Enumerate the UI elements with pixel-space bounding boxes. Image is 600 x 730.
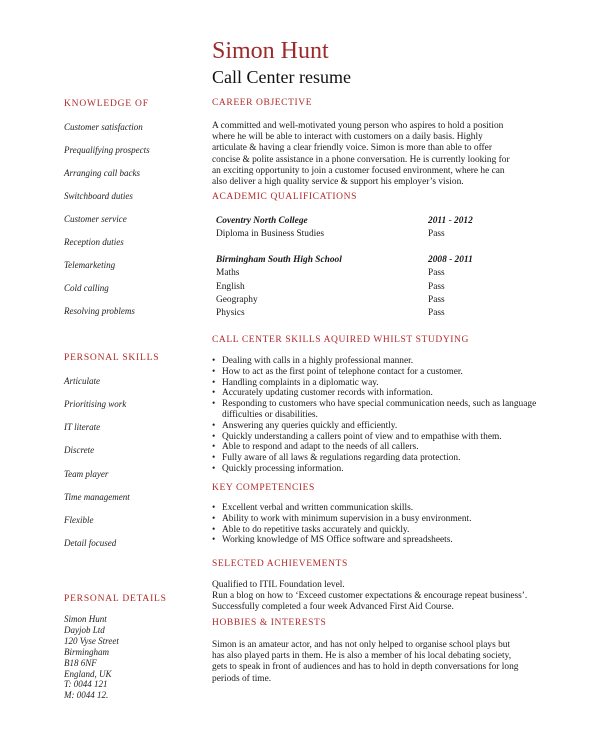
detail-street: 120 Vyse Street <box>64 635 119 646</box>
skill-item: Prioritising work <box>64 399 127 409</box>
knowledge-item: Telemarketing <box>64 260 116 270</box>
list-item: • Excellent verbal and written communication skills. <box>212 503 542 514</box>
years: 2008 - 2011 <box>428 255 473 265</box>
education-row <box>216 308 516 320</box>
knowledge-heading: KNOWLEDGE OF <box>64 99 149 109</box>
skill-item: IT literate <box>64 422 101 432</box>
hobby-line: Simon is an amateur actor, and has not only helped to organise school plays but <box>212 640 511 650</box>
career-line: concise & polite assistance in a phone conversation. He is currently looking for <box>212 154 510 165</box>
result: Pass <box>428 295 445 305</box>
career-line: where he will be able to interact with customers on a daily basis. Highly <box>212 132 483 143</box>
skill-item: Articulate <box>64 376 100 386</box>
skill-item: Flexible <box>64 515 94 525</box>
personal-details-heading: PERSONAL DETAILS <box>64 594 167 604</box>
resume-title: Call Center resume <box>212 67 351 87</box>
career-line: articulate & having a clear friendly voice. Simon is more than able to offer <box>212 143 492 154</box>
result: Pass <box>428 282 445 292</box>
skill-item: Discrete <box>64 445 95 455</box>
achievements-heading: SELECTED ACHIEVEMENTS <box>212 559 348 569</box>
subject: Physics <box>216 308 245 318</box>
hobbies-heading: HOBBIES & INTERESTS <box>212 618 327 628</box>
years: 2011 - 2012 <box>428 216 473 226</box>
list-item: • Accurately updating customer records with information. <box>212 388 542 399</box>
result: Pass <box>428 308 445 318</box>
detail-postcode: B18 6NF <box>64 657 97 668</box>
achievement-line: Run a blog on how to ‘Exceed customer expectations & encourage repeat business’. <box>212 591 528 602</box>
career-objective-text <box>212 121 542 188</box>
detail-name: Simon Hunt <box>64 614 107 624</box>
subject: Diploma in Business Studies <box>216 229 325 239</box>
hobby-line: gets to speak in front of audiences and has to hold in depth conversations for long <box>212 662 519 673</box>
knowledge-item: Customer service <box>64 214 127 224</box>
call-center-skills-list <box>212 356 542 475</box>
education-row <box>216 295 516 307</box>
knowledge-item: Arranging call backs <box>64 168 140 178</box>
career-line: also deliver a high quality service & support his employer’s vision. <box>212 177 464 188</box>
list-item: • Able to respond and adapt to the needs of all callers. <box>212 442 542 453</box>
detail-telephone: T: 0044 121 <box>64 679 108 690</box>
achievements-text <box>212 580 552 614</box>
result: Pass <box>428 229 445 239</box>
skill-item: Time management <box>64 492 130 502</box>
knowledge-item: Resolving problems <box>64 306 135 316</box>
achievement-line: Qualified to ITIL Foundation level. <box>212 580 345 590</box>
list-item: • Fully aware of all laws & regulations regarding data protection. <box>212 453 542 464</box>
education-row <box>216 268 516 280</box>
career-line: an exciting opportunity to join a customer focused environment, where he can <box>212 165 505 176</box>
key-competencies-list <box>212 503 542 546</box>
achievement-line: Successfully completed a four week Advanced First Aid Course. <box>212 602 454 613</box>
detail-country: England, UK <box>64 668 112 679</box>
key-competencies-heading: KEY COMPETENCIES <box>212 483 315 493</box>
call-center-skills-heading: CALL CENTER SKILLS AQUIRED WHILST STUDYING <box>212 335 469 345</box>
knowledge-item: Prequalifying prospects <box>64 145 150 155</box>
subject: Maths <box>216 268 240 278</box>
hobby-line: periods of time. <box>212 673 272 684</box>
list-item: • Working knowledge of MS Office software and spreadsheets. <box>212 535 542 546</box>
list-item: • Dealing with calls in a highly professional manner. <box>212 356 542 367</box>
list-item: • Responding to customers who have special communication needs, such as language difficulties or disabilities. <box>212 399 542 421</box>
list-item: • Quickly understanding a callers point of view and to empathise with them. <box>212 432 542 443</box>
knowledge-item: Customer satisfaction <box>64 122 143 132</box>
list-item: • Handling complaints in a diplomatic way. <box>212 378 542 389</box>
list-item: • How to act as the first point of telephone contact for a customer. <box>212 367 542 378</box>
hobbies-text <box>212 640 557 685</box>
personal-skills-heading: PERSONAL SKILLS <box>64 353 160 363</box>
education-row <box>216 216 516 228</box>
career-line: A committed and well-motivated young person who aspires to hold a position <box>212 121 504 131</box>
education-row <box>216 229 516 241</box>
detail-mobile: M: 0044 12. <box>64 690 109 701</box>
skill-item: Detail focused <box>64 538 117 548</box>
subject: English <box>216 282 245 292</box>
knowledge-item: Reception duties <box>64 237 124 247</box>
career-objective-heading: CAREER OBJECTIVE <box>212 98 313 108</box>
detail-city: Birmingham <box>64 646 109 657</box>
academic-heading: ACADEMIC QUALIFICATIONS <box>212 192 357 202</box>
knowledge-item: Cold calling <box>64 283 109 293</box>
list-item: • Answering any queries quickly and efficiently. <box>212 421 542 432</box>
knowledge-item: Switchboard duties <box>64 191 133 201</box>
education-row <box>216 282 516 294</box>
personal-details <box>64 614 119 701</box>
institution: Birmingham South High School <box>216 255 342 265</box>
skill-item: Team player <box>64 469 109 479</box>
result: Pass <box>428 268 445 278</box>
candidate-name: Simon Hunt <box>212 38 329 64</box>
list-item: • Ability to work with minimum supervision in a busy environment. <box>212 514 542 525</box>
subject: Geography <box>216 295 258 305</box>
institution: Coventry North College <box>216 216 308 226</box>
list-item: • Able to do repetitive tasks accurately and quickly. <box>212 525 542 536</box>
hobby-line: has also played parts in them. He is also a member of his local debating society, <box>212 651 512 662</box>
list-item: • Quickly processing information. <box>212 464 542 475</box>
education-row <box>216 255 516 267</box>
detail-company: Dayjob Ltd <box>64 624 105 635</box>
